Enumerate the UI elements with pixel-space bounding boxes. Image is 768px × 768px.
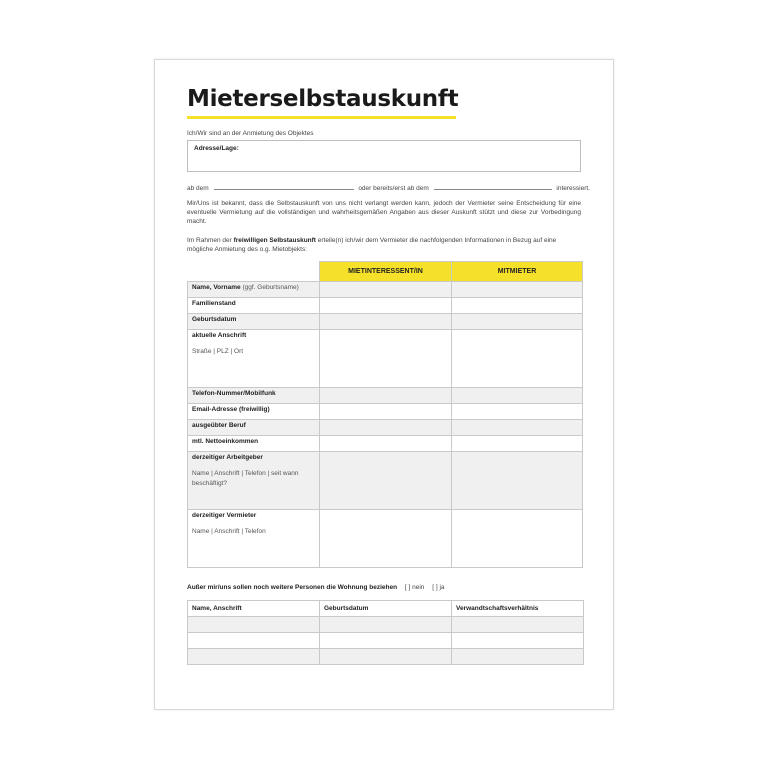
date-alt-field[interactable] bbox=[434, 183, 552, 190]
title-highlight bbox=[187, 116, 456, 119]
header-geburtsdatum: Geburtsdatum bbox=[320, 601, 452, 617]
date-line bbox=[187, 183, 590, 193]
date-prefix: ab dem bbox=[187, 185, 209, 192]
header-applicant: MIETINTERESSENT/IN bbox=[320, 262, 452, 282]
cell-familienstand-applicant[interactable] bbox=[320, 298, 452, 314]
question-text: Außer mir/uns sollen noch weitere Personen die Wohnung beziehen bbox=[187, 584, 398, 591]
cell-name-applicant[interactable] bbox=[320, 282, 452, 298]
row-label-name: Name, Vorname (ggf. Geburtsname) bbox=[188, 282, 320, 298]
date-from-field[interactable] bbox=[214, 183, 354, 190]
cell-email-applicant[interactable] bbox=[320, 404, 452, 420]
header-verwandtschaft: Verwandtschaftsverhältnis bbox=[452, 601, 584, 617]
cell-email-cotenant[interactable] bbox=[452, 404, 583, 420]
additional-persons-question bbox=[187, 584, 445, 591]
cell-vermieter-applicant[interactable] bbox=[320, 510, 452, 568]
table-row bbox=[188, 617, 584, 633]
person-cell[interactable] bbox=[452, 617, 584, 633]
info-before: Im Rahmen der bbox=[187, 237, 232, 244]
person-cell[interactable] bbox=[320, 633, 452, 649]
disclaimer-paragraph: Mir/Uns ist bekannt, dass die Selbstauskunft von uns nicht verlangt werden kann, jedoch der Vermieter seine Entscheidung für eine eventuelle Vermietung auf die vollständigen und wahrheitsgemäßen Angaben aus dieser Auskunft stützt und diese zur Vorbedingung macht. bbox=[187, 200, 581, 226]
cell-anschrift-applicant[interactable] bbox=[320, 330, 452, 388]
cell-arbeitgeber-applicant[interactable] bbox=[320, 452, 452, 510]
option-yes-checkbox[interactable]: [ ] ja bbox=[432, 584, 445, 591]
person-cell[interactable] bbox=[320, 617, 452, 633]
person-cell[interactable] bbox=[452, 649, 584, 665]
row-label-beruf: ausgeübter Beruf bbox=[188, 420, 320, 436]
cell-geburtsdatum-cotenant[interactable] bbox=[452, 314, 583, 330]
cell-geburtsdatum-applicant[interactable] bbox=[320, 314, 452, 330]
document-title: Mieterselbstauskunft bbox=[187, 86, 459, 112]
table-row bbox=[188, 649, 584, 665]
person-cell[interactable] bbox=[320, 649, 452, 665]
cell-telefon-cotenant[interactable] bbox=[452, 388, 583, 404]
header-co-tenant: MITMIETER bbox=[452, 262, 583, 282]
cell-vermieter-cotenant[interactable] bbox=[452, 510, 583, 568]
address-label: Adresse/Lage: bbox=[194, 145, 239, 152]
header-spacer bbox=[188, 262, 320, 282]
person-cell[interactable] bbox=[188, 633, 320, 649]
person-cell[interactable] bbox=[188, 649, 320, 665]
row-label-email: Email-Adresse (freiwillig) bbox=[188, 404, 320, 420]
row-label-geburtsdatum: Geburtsdatum bbox=[188, 314, 320, 330]
cell-name-cotenant[interactable] bbox=[452, 282, 583, 298]
info-bold: freiwilligen Selbstauskunft bbox=[233, 237, 316, 244]
date-middle: oder bereits/erst ab dem bbox=[358, 185, 429, 192]
info-paragraph bbox=[187, 236, 581, 254]
cell-einkommen-applicant[interactable] bbox=[320, 436, 452, 452]
additional-persons-table bbox=[187, 600, 584, 665]
address-field[interactable] bbox=[187, 140, 581, 172]
cell-telefon-applicant[interactable] bbox=[320, 388, 452, 404]
option-no-checkbox[interactable]: [ ] nein bbox=[404, 584, 425, 591]
row-label-einkommen: mtl. Nettoeinkommen bbox=[188, 436, 320, 452]
person-cell[interactable] bbox=[188, 617, 320, 633]
cell-familienstand-cotenant[interactable] bbox=[452, 298, 583, 314]
cell-einkommen-cotenant[interactable] bbox=[452, 436, 583, 452]
table-row bbox=[188, 633, 584, 649]
row-label-vermieter: derzeitiger Vermieter Name | Anschrift | Telefon bbox=[188, 510, 320, 568]
header-name-anschrift: Name, Anschrift bbox=[188, 601, 320, 617]
date-suffix: interessiert. bbox=[556, 185, 590, 192]
cell-beruf-applicant[interactable] bbox=[320, 420, 452, 436]
cell-beruf-cotenant[interactable] bbox=[452, 420, 583, 436]
cell-anschrift-cotenant[interactable] bbox=[452, 330, 583, 388]
row-label-anschrift: aktuelle Anschrift Straße | PLZ | Ort bbox=[188, 330, 320, 388]
intro-text: Ich/Wir sind an der Anmietung des Objektes bbox=[187, 130, 314, 137]
cell-arbeitgeber-cotenant[interactable] bbox=[452, 452, 583, 510]
document-page bbox=[154, 59, 614, 710]
person-cell[interactable] bbox=[452, 633, 584, 649]
row-label-telefon: Telefon-Nummer/Mobilfunk bbox=[188, 388, 320, 404]
row-label-arbeitgeber: derzeitiger Arbeitgeber Name | Anschrift | Telefon | seit wann beschäftigt? bbox=[188, 452, 320, 510]
info-after: erteile(n) ich/wir dem Vermieter die nachfolgenden Informationen in Bezug auf eine mögliche Anmietung des o.g. Mietobjekts: bbox=[187, 237, 557, 254]
row-label-familienstand: Familienstand bbox=[188, 298, 320, 314]
applicant-table bbox=[187, 261, 583, 568]
